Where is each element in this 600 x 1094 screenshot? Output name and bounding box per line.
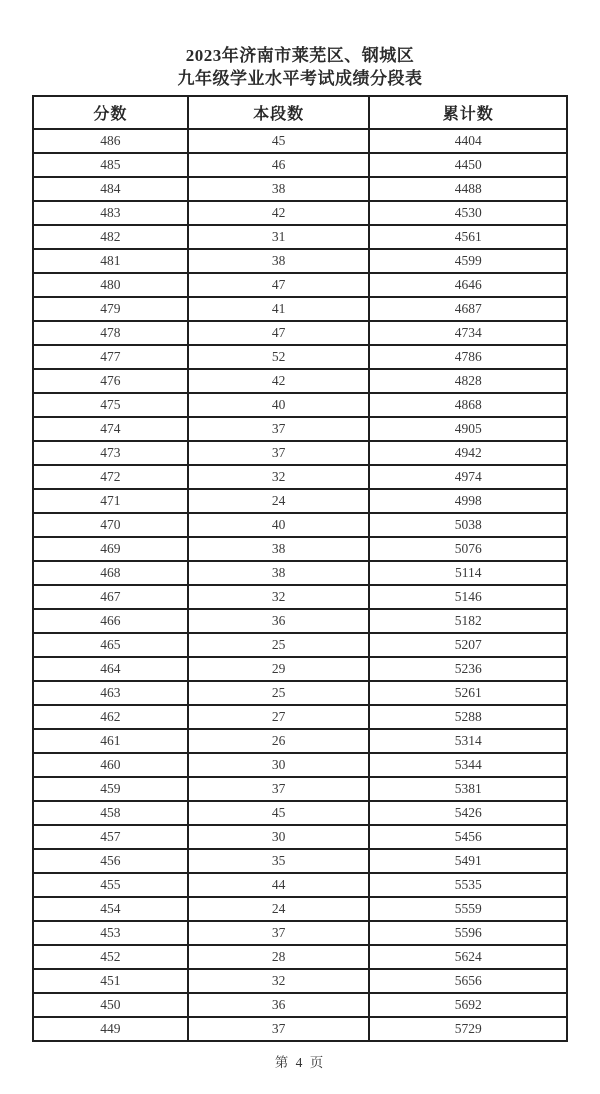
segment-count-cell: 32	[188, 969, 370, 993]
cumulative-count-cell: 4530	[369, 201, 567, 225]
score-cell: 473	[33, 441, 188, 465]
cumulative-count-cell: 5596	[369, 921, 567, 945]
table-row	[33, 897, 567, 921]
segment-count-cell: 28	[188, 945, 370, 969]
header-segment-count: 本段数	[188, 96, 370, 129]
table-row	[33, 801, 567, 825]
cumulative-count-cell: 4450	[369, 153, 567, 177]
cumulative-count-cell: 4868	[369, 393, 567, 417]
header-score: 分数	[33, 96, 188, 129]
segment-count-cell: 47	[188, 321, 370, 345]
table-row	[33, 273, 567, 297]
segment-count-cell: 32	[188, 585, 370, 609]
cumulative-count-cell: 5729	[369, 1017, 567, 1041]
segment-count-cell: 42	[188, 369, 370, 393]
segment-count-cell: 26	[188, 729, 370, 753]
segment-count-cell: 24	[188, 489, 370, 513]
segment-count-cell: 45	[188, 129, 370, 153]
segment-count-cell: 31	[188, 225, 370, 249]
segment-count-cell: 41	[188, 297, 370, 321]
cumulative-count-cell: 5624	[369, 945, 567, 969]
score-cell: 483	[33, 201, 188, 225]
segment-count-cell: 38	[188, 537, 370, 561]
segment-count-cell: 24	[188, 897, 370, 921]
segment-count-cell: 44	[188, 873, 370, 897]
cumulative-count-cell: 5381	[369, 777, 567, 801]
cumulative-count-cell: 4488	[369, 177, 567, 201]
segment-count-cell: 38	[188, 561, 370, 585]
score-cell: 476	[33, 369, 188, 393]
score-cell: 468	[33, 561, 188, 585]
segment-count-cell: 35	[188, 849, 370, 873]
segment-count-cell: 25	[188, 681, 370, 705]
cumulative-count-cell: 4828	[369, 369, 567, 393]
segment-count-cell: 40	[188, 513, 370, 537]
document-title	[0, 0, 600, 90]
table-row	[33, 561, 567, 585]
table-row	[33, 849, 567, 873]
segment-count-cell: 52	[188, 345, 370, 369]
score-table-body	[33, 129, 567, 1041]
table-row	[33, 393, 567, 417]
score-cell: 462	[33, 705, 188, 729]
score-cell: 467	[33, 585, 188, 609]
cumulative-count-cell: 4734	[369, 321, 567, 345]
table-header-row	[33, 96, 567, 129]
table-row	[33, 921, 567, 945]
table-row	[33, 441, 567, 465]
score-cell: 469	[33, 537, 188, 561]
cumulative-count-cell: 4974	[369, 465, 567, 489]
title-line-2: 九年级学业水平考试成绩分段表	[177, 69, 423, 88]
segment-count-cell: 29	[188, 657, 370, 681]
cumulative-count-cell: 4905	[369, 417, 567, 441]
cumulative-count-cell: 5559	[369, 897, 567, 921]
cumulative-count-cell: 5182	[369, 609, 567, 633]
cumulative-count-cell: 4942	[369, 441, 567, 465]
table-row	[33, 825, 567, 849]
table-row	[33, 225, 567, 249]
segment-count-cell: 45	[188, 801, 370, 825]
table-row	[33, 945, 567, 969]
table-row	[33, 129, 567, 153]
score-cell: 456	[33, 849, 188, 873]
score-cell: 449	[33, 1017, 188, 1041]
segment-count-cell: 25	[188, 633, 370, 657]
table-row	[33, 705, 567, 729]
score-cell: 481	[33, 249, 188, 273]
table-row	[33, 537, 567, 561]
score-cell: 464	[33, 657, 188, 681]
table-row	[33, 369, 567, 393]
table-row	[33, 969, 567, 993]
cumulative-count-cell: 5314	[369, 729, 567, 753]
score-cell: 474	[33, 417, 188, 441]
cumulative-count-cell: 5236	[369, 657, 567, 681]
cumulative-count-cell: 5038	[369, 513, 567, 537]
cumulative-count-cell: 4786	[369, 345, 567, 369]
score-cell: 452	[33, 945, 188, 969]
cumulative-count-cell: 5344	[369, 753, 567, 777]
cumulative-count-cell: 5076	[369, 537, 567, 561]
cumulative-count-cell: 4998	[369, 489, 567, 513]
table-row	[33, 729, 567, 753]
score-cell: 466	[33, 609, 188, 633]
header-cumulative-count: 累计数	[369, 96, 567, 129]
table-row	[33, 753, 567, 777]
cumulative-count-cell: 5426	[369, 801, 567, 825]
table-row	[33, 777, 567, 801]
score-cell: 455	[33, 873, 188, 897]
cumulative-count-cell: 4561	[369, 225, 567, 249]
table-row	[33, 489, 567, 513]
table-row	[33, 585, 567, 609]
table-row	[33, 345, 567, 369]
cumulative-count-cell: 4687	[369, 297, 567, 321]
segment-count-cell: 36	[188, 993, 370, 1017]
score-cell: 471	[33, 489, 188, 513]
segment-count-cell: 38	[188, 249, 370, 273]
table-row	[33, 1017, 567, 1041]
cumulative-count-cell: 5114	[369, 561, 567, 585]
score-cell: 486	[33, 129, 188, 153]
segment-count-cell: 37	[188, 777, 370, 801]
table-row	[33, 873, 567, 897]
score-cell: 482	[33, 225, 188, 249]
table-row	[33, 297, 567, 321]
table-row	[33, 513, 567, 537]
cumulative-count-cell: 5207	[369, 633, 567, 657]
score-cell: 470	[33, 513, 188, 537]
cumulative-count-cell: 5692	[369, 993, 567, 1017]
segment-count-cell: 27	[188, 705, 370, 729]
table-row	[33, 993, 567, 1017]
score-cell: 457	[33, 825, 188, 849]
cumulative-count-cell: 5146	[369, 585, 567, 609]
segment-count-cell: 46	[188, 153, 370, 177]
score-distribution-table	[32, 95, 568, 1042]
score-cell: 460	[33, 753, 188, 777]
score-cell: 472	[33, 465, 188, 489]
segment-count-cell: 37	[188, 441, 370, 465]
title-line-1: 2023年济南市莱芜区、钢城区	[185, 46, 415, 65]
score-cell: 463	[33, 681, 188, 705]
table-row	[33, 201, 567, 225]
score-cell: 479	[33, 297, 188, 321]
score-cell: 451	[33, 969, 188, 993]
table-row	[33, 465, 567, 489]
segment-count-cell: 37	[188, 417, 370, 441]
segment-count-cell: 37	[188, 921, 370, 945]
cumulative-count-cell: 5491	[369, 849, 567, 873]
table-row	[33, 249, 567, 273]
table-row	[33, 657, 567, 681]
score-cell: 454	[33, 897, 188, 921]
score-cell: 458	[33, 801, 188, 825]
score-cell: 477	[33, 345, 188, 369]
score-cell: 453	[33, 921, 188, 945]
cumulative-count-cell: 5656	[369, 969, 567, 993]
table-row	[33, 633, 567, 657]
segment-count-cell: 40	[188, 393, 370, 417]
table-row	[33, 681, 567, 705]
segment-count-cell: 47	[188, 273, 370, 297]
table-row	[33, 417, 567, 441]
cumulative-count-cell: 5261	[369, 681, 567, 705]
score-cell: 480	[33, 273, 188, 297]
score-cell: 465	[33, 633, 188, 657]
table-row	[33, 321, 567, 345]
cumulative-count-cell: 4599	[369, 249, 567, 273]
score-cell: 475	[33, 393, 188, 417]
segment-count-cell: 30	[188, 825, 370, 849]
cumulative-count-cell: 5288	[369, 705, 567, 729]
segment-count-cell: 30	[188, 753, 370, 777]
table-row	[33, 609, 567, 633]
segment-count-cell: 36	[188, 609, 370, 633]
score-cell: 485	[33, 153, 188, 177]
page-number: 第 4 页	[274, 1055, 326, 1070]
cumulative-count-cell: 4404	[369, 129, 567, 153]
score-cell: 478	[33, 321, 188, 345]
score-cell: 459	[33, 777, 188, 801]
table-row	[33, 177, 567, 201]
table-row	[33, 153, 567, 177]
segment-count-cell: 32	[188, 465, 370, 489]
cumulative-count-cell: 4646	[369, 273, 567, 297]
segment-count-cell: 38	[188, 177, 370, 201]
score-cell: 484	[33, 177, 188, 201]
score-cell: 450	[33, 993, 188, 1017]
segment-count-cell: 42	[188, 201, 370, 225]
score-cell: 461	[33, 729, 188, 753]
cumulative-count-cell: 5456	[369, 825, 567, 849]
cumulative-count-cell: 5535	[369, 873, 567, 897]
segment-count-cell: 37	[188, 1017, 370, 1041]
